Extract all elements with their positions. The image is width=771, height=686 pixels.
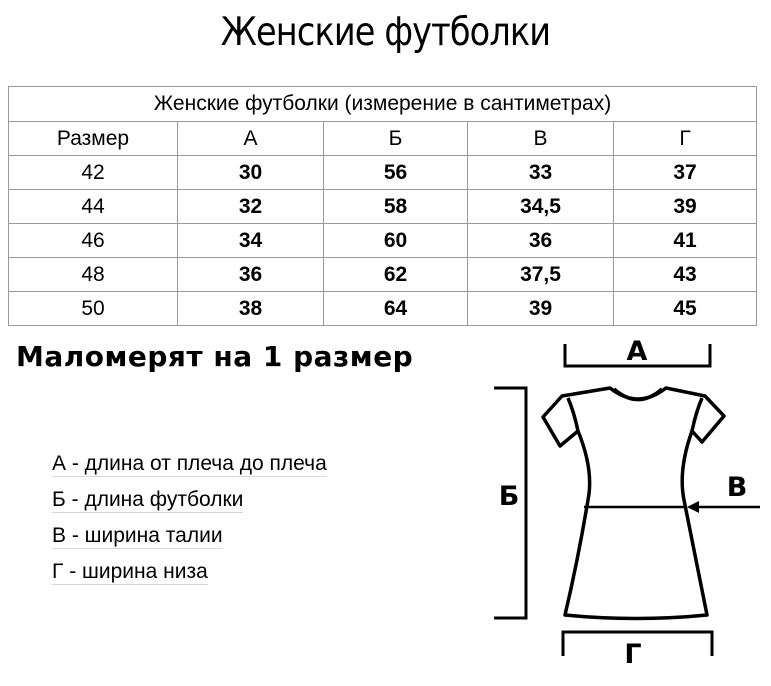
value-cell: 39 — [614, 190, 757, 224]
page-title: Женские футболки — [220, 10, 551, 55]
value-cell: 58 — [324, 190, 468, 224]
legend-item-v: В - ширина талии — [52, 524, 223, 547]
label-g: Г — [624, 639, 642, 670]
value-cell: 41 — [614, 224, 757, 258]
value-cell: 38 — [178, 292, 324, 326]
value-cell: 36 — [468, 224, 614, 258]
value-cell: 34,5 — [468, 190, 614, 224]
value-cell: 37,5 — [468, 258, 614, 292]
value-cell: 37 — [614, 156, 757, 190]
size-cell: 44 — [9, 190, 178, 224]
value-cell: 34 — [178, 224, 324, 258]
value-cell: 64 — [324, 292, 468, 326]
value-cell: 56 — [324, 156, 468, 190]
value-cell: 30 — [178, 156, 324, 190]
tshirt-measurement-diagram — [490, 330, 771, 686]
value-cell: 39 — [468, 292, 614, 326]
size-cell: 50 — [9, 292, 178, 326]
size-table — [8, 86, 757, 326]
size-cell: 48 — [9, 258, 178, 292]
value-cell: 60 — [324, 224, 468, 258]
header-b: Б — [324, 122, 468, 156]
legend-item-b: Б - длина футболки — [52, 488, 244, 511]
size-cell: 42 — [9, 156, 178, 190]
value-cell: 43 — [614, 258, 757, 292]
sizing-note: Маломерят на 1 размер — [16, 340, 414, 373]
legend-item-a: А - длина от плеча до плеча — [52, 452, 327, 475]
table-row — [9, 156, 757, 190]
arrow-v-head — [687, 501, 699, 513]
table-caption-row — [9, 87, 757, 122]
measurement-legend — [52, 452, 327, 596]
value-cell: 32 — [178, 190, 324, 224]
value-cell: 36 — [178, 258, 324, 292]
header-g: Г — [614, 122, 757, 156]
header-size: Размер — [9, 122, 178, 156]
value-cell: 62 — [324, 258, 468, 292]
table-row — [9, 224, 757, 258]
header-a: А — [178, 122, 324, 156]
table-row — [9, 292, 757, 326]
value-cell: 45 — [614, 292, 757, 326]
value-cell: 33 — [468, 156, 614, 190]
legend-item-g: Г - ширина низа — [52, 560, 208, 583]
table-row — [9, 258, 757, 292]
header-v: В — [468, 122, 614, 156]
label-b: Б — [498, 481, 520, 512]
table-row — [9, 190, 757, 224]
table-header-row — [9, 122, 757, 156]
table-caption: Женские футболки (измерение в сантиметрах) — [9, 87, 757, 122]
size-cell: 46 — [9, 224, 178, 258]
label-a: А — [626, 336, 648, 367]
label-v: В — [726, 472, 748, 503]
